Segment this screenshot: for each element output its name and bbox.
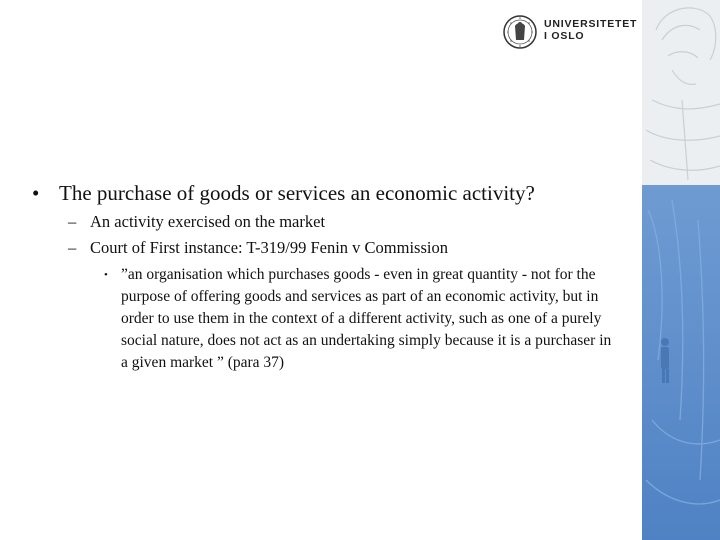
bullet-marker: • (32, 181, 40, 205)
logo-line-2: I OSLO (544, 30, 585, 42)
dash-marker: – (68, 212, 77, 231)
logo-line-1: UNIVERSITETET (544, 18, 638, 30)
dash-marker: – (68, 238, 77, 257)
small-bullet-marker: • (104, 269, 108, 281)
quote-text: ”an organisation which purchases goods - even in great quantity - not for the purpose of offering goods and services as part of an economic activity, but in order to use them in the context of a different activity, such as one of a purely social nature, does not act as an undertaking simply because it is a purchaser in a given market ” (para 37) (121, 266, 612, 371)
side-decoration (642, 0, 720, 540)
sub-bullet-1-text: An activity exercised on the market (90, 212, 326, 231)
statue-decoration (642, 0, 720, 540)
main-bullet-text: The purchase of goods or services an economic activity? (59, 181, 535, 205)
sub-bullet-2-text: Court of First instance: T-319/99 Fenin v Commission (90, 238, 448, 257)
